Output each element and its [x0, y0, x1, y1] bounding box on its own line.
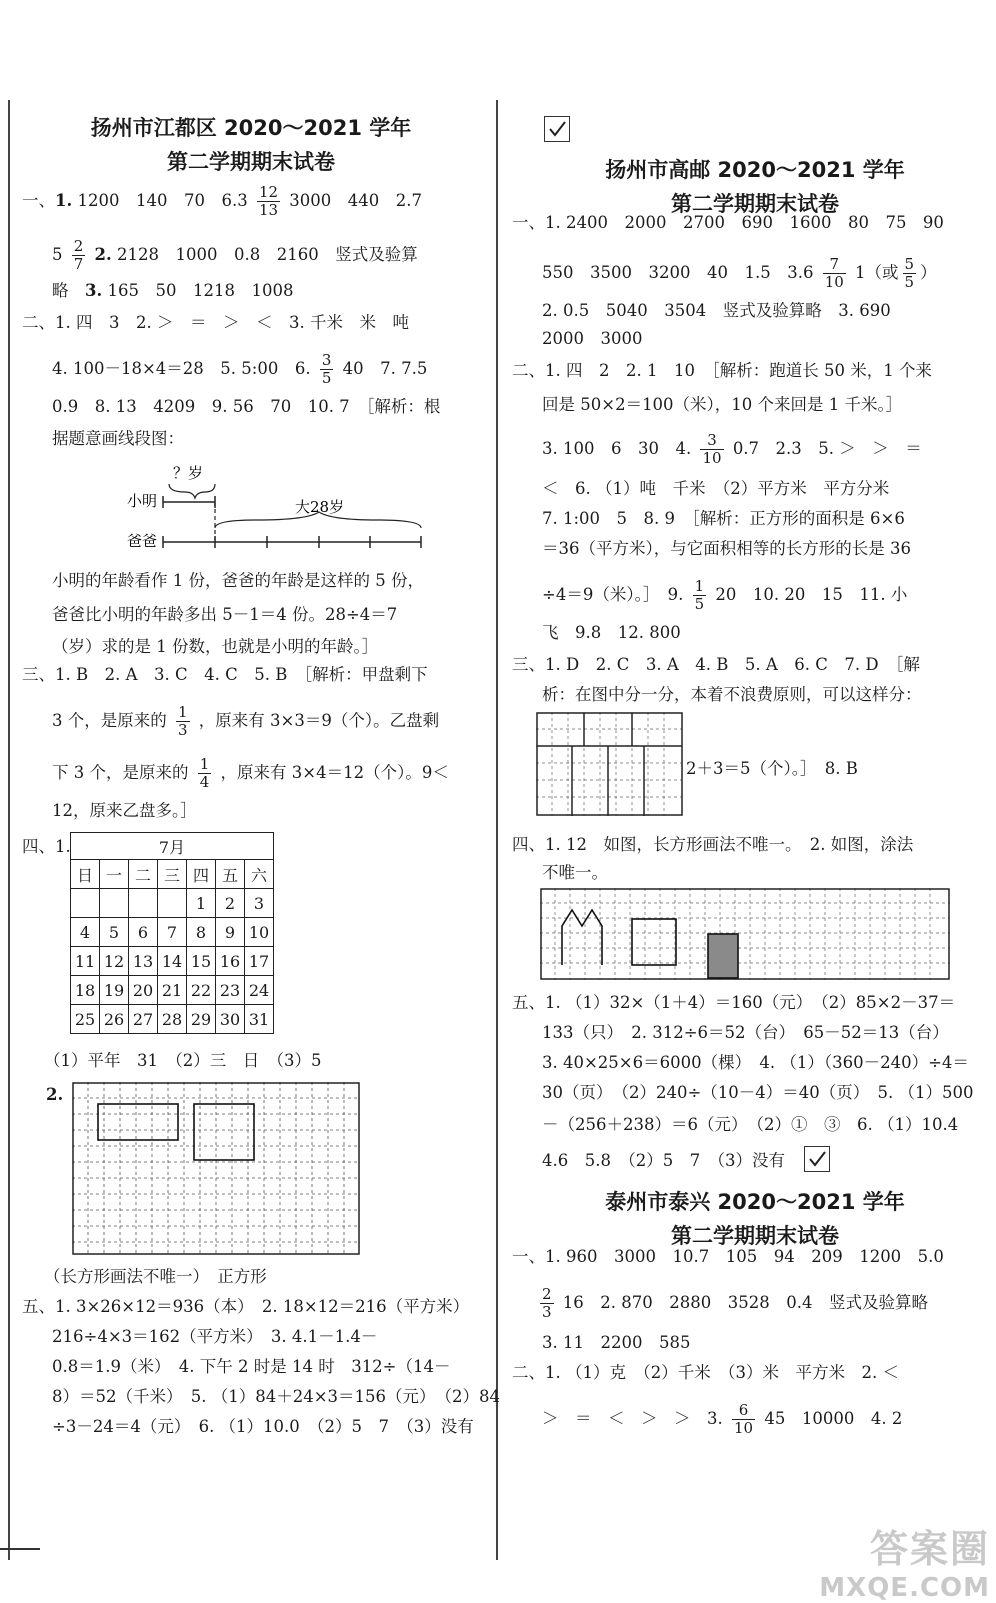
- right-s5-line4: 30（页） （2）240÷（10－4）＝40（页） 5. （1）500: [542, 1083, 974, 1102]
- right-s2-line5: 7. 1:00 5 8. 9 ［解析：正方形的面积是 6×6: [542, 509, 905, 528]
- right-t2-s1-line1: 一、1. 960 3000 10.7 105 94 209 1200 5.0: [512, 1247, 944, 1266]
- right-s5-line6: 4.6 5.8 （2）5 7 （3）没有: [542, 1151, 785, 1170]
- left-s3-line3: 下 3 个，是原来的 $\frac{1}{4}$ ，原来有 3×4＝12（个）。9＜: [52, 755, 449, 791]
- calendar-cell: 16: [216, 947, 245, 976]
- fraction: $\frac{1}{4}$: [199, 755, 210, 791]
- calendar-cell: 10: [245, 918, 274, 947]
- fraction: $\frac{1}{3}$: [178, 703, 188, 739]
- fraction: $\frac{2}{3}$: [542, 1285, 552, 1321]
- calendar-cell: 31: [245, 1005, 274, 1034]
- fraction: $\frac{6}{10}$: [734, 1401, 754, 1437]
- right-s2-line4: ＜ 6. （1）吨 千米 （2）平方米 平方分米: [542, 479, 890, 498]
- column-divider: [496, 100, 498, 1560]
- calendar-cell: 21: [158, 976, 187, 1005]
- left-s4-label: 四、1.: [22, 837, 71, 856]
- right-title-2: 第二学期期末试卷: [671, 192, 839, 216]
- left-s2-line3: 0.9 8. 13 4209 9. 56 70 10. 7 ［解析：根: [52, 397, 441, 416]
- left-s5-line2: 216÷4×3＝162（平方米） 3. 4.1－1.4－: [52, 1327, 378, 1346]
- fraction: $\frac{1}{5}$: [694, 577, 705, 613]
- right-s5-line1: 五、1. （1）32×（1＋4）＝160（元） （2）85×2－37＝: [512, 993, 956, 1012]
- calendar-cell: [129, 889, 158, 918]
- right-t2-s2-line1: 二、1. （1）克 （2）千米 （3）米 平方米 2. ＜: [512, 1363, 899, 1382]
- calendar-day-header: 日: [71, 860, 100, 889]
- calendar-cell: 29: [187, 1005, 216, 1034]
- left-s2-line4: 据题意画线段图：: [52, 429, 184, 448]
- drawn-rectangle: [98, 1104, 178, 1140]
- calendar-cell: 27: [129, 1005, 158, 1034]
- calendar-cell: 26: [100, 1005, 129, 1034]
- left-s3-line1: 三、1. B 2. A 3. C 4. C 5. B ［解析：甲盘剩下: [22, 665, 428, 684]
- diagram-label-baba: 爸爸: [127, 532, 158, 550]
- fraction: $\frac{7}{10}$: [824, 255, 844, 291]
- checkbox-checked-icon: [544, 116, 570, 142]
- left-margin-rule: [8, 100, 10, 1560]
- right-s2-line6: ＝36（平方米），与它面积相等的长方形的长是 36: [542, 539, 911, 558]
- right-title-3: 泰州市泰兴 2020～2021 学年: [605, 1190, 905, 1214]
- calendar-cell: 12: [100, 947, 129, 976]
- left-s2-line1: 二、1. 四 3 2. ＞ ＝ ＞ ＜ 3. 千米 米 吨: [22, 313, 409, 332]
- calendar-cell: 25: [71, 1005, 100, 1034]
- right-s2-line7: ÷4＝9（米）。］ 9. $\frac{1}{5}$ 20 10. 20 15 11. 小: [542, 577, 908, 613]
- grid-figure-left: [72, 1082, 362, 1257]
- left-s2-line2: 4. 100－18×4＝28 5. 5:00 6. $\frac{3}{5}$ 40 7. 7.5: [52, 351, 428, 387]
- calendar-cell: 8: [187, 918, 216, 947]
- calendar-cell: 23: [216, 976, 245, 1005]
- bottom-left-mark: [0, 1548, 40, 1550]
- left-s1-line2: 5 $\frac{2}{7}$ 2. 2128 1000 0.8 2160 竖式及验算: [52, 237, 418, 273]
- right-t2-s1-line2: $\frac{2}{3}$ 16 2. 870 2880 3528 0.4 竖式及验算略: [542, 1285, 928, 1321]
- calendar-cell: 28: [158, 1005, 187, 1034]
- grid-lines: [72, 1082, 360, 1254]
- calendar-cell: 2: [216, 889, 245, 918]
- calendar-cell: 7: [158, 918, 187, 947]
- fraction: $\frac{2}{7}$: [73, 237, 84, 273]
- calendar-cell: 14: [158, 947, 187, 976]
- right-s2-line8: 飞 9.8 12. 800: [542, 623, 681, 642]
- right-t2-s1-line3: 3. 11 2200 585: [542, 1333, 691, 1352]
- left-s5-line5: ÷3－24＝4（元） 6. （1）10.0 （2）5 7 （3）没有: [52, 1417, 474, 1436]
- left-s2-line5: 小明的年龄看作 1 份，爸爸的年龄是这样的 5 份，: [52, 571, 424, 590]
- left-title-1: 扬州市江都区 2020～2021 学年: [90, 116, 412, 140]
- right-s2-line1: 二、1. 四 2 2. 1 10 ［解析：跑道长 50 米，1 个来: [512, 361, 932, 380]
- fraction: $\frac{3}{5}$: [321, 351, 332, 387]
- calendar-cell: [100, 889, 129, 918]
- calendar-cell: 15: [187, 947, 216, 976]
- right-s1-line3: 2. 0.5 5040 3504 竖式及验算略 3. 690: [542, 301, 891, 320]
- calendar-cell: 17: [245, 947, 274, 976]
- calendar-cell: 6: [129, 918, 158, 947]
- left-s3-line4: 12，原来乙盘多。］: [52, 801, 197, 820]
- watermark: [819, 1518, 990, 1603]
- grid-figure-right: [540, 888, 952, 982]
- calendar-cell: 13: [129, 947, 158, 976]
- division-grid-figure: [536, 712, 686, 818]
- calendar-cell: 1: [187, 889, 216, 918]
- right-s4-line1: 四、1. 12 如图，长方形画法不唯一。 2. 如图，涂法: [512, 835, 914, 854]
- right-s1-line1: 一、1. 2400 2000 2700 690 1600 80 75 90: [512, 213, 944, 232]
- right-s5-line5: －（256＋238）＝6（元） （2）① ③ 6. （1）10.4: [542, 1115, 959, 1134]
- calendar-day-header: 三: [158, 860, 187, 889]
- left-s5-line3: 0.8＝1.9（米） 4. 下午 2 时是 14 时 312÷（14－: [52, 1357, 451, 1376]
- segment-diagram: [107, 462, 447, 558]
- left-s3-line2: 3 个，是原来的 $\frac{1}{3}$ ，原来有 3×3＝9（个）。乙盘剩: [52, 703, 440, 739]
- calendar-cell: [158, 889, 187, 918]
- calendar-table: [70, 832, 274, 1034]
- fraction: $\frac{5}{5}$: [904, 255, 915, 291]
- calendar-cell: 18: [71, 976, 100, 1005]
- calendar-cell: 4: [71, 918, 100, 947]
- shaded-square: [708, 934, 738, 978]
- calendar-cell: 24: [245, 976, 274, 1005]
- calendar-cell: 30: [216, 1005, 245, 1034]
- fraction: $\frac{3}{10}$: [702, 431, 722, 467]
- calendar-cell: 19: [100, 976, 129, 1005]
- calendar-cell: [71, 889, 100, 918]
- calendar-cell: 3: [245, 889, 274, 918]
- watermark-logo-text: 答案圈: [869, 1527, 990, 1571]
- drawn-rectangle: [632, 919, 676, 965]
- right-s3-line2: 析：在图中分一分，本着不浪费原则，可以这样分：: [542, 685, 922, 704]
- diagram-big-label: 大28岁: [295, 498, 345, 516]
- right-s2-line2: 回是 50×2＝100（米），10 个来回是 1 千米。］: [542, 395, 903, 414]
- right-s1-line4: 2000 3000: [542, 329, 643, 348]
- calendar-cell: 5: [100, 918, 129, 947]
- right-t2-s2-line2: ＞ ＝ ＜ ＞ ＞ 3. $\frac{6}{10}$ 45 10000 4. 2: [542, 1401, 903, 1437]
- calendar-day-header: 五: [216, 860, 245, 889]
- left-s4-2-label: 2.: [46, 1085, 64, 1104]
- right-title-1: 扬州市高邮 2020～2021 学年: [605, 158, 905, 182]
- calendar-cell: 20: [129, 976, 158, 1005]
- right-s2-line3: 3. 100 6 30 4. $\frac{3}{10}$ 0.7 2.3 5. ＞ ＞ ＝: [542, 431, 922, 467]
- left-s5-line4: 8）＝52（千米） 5. （1）84＋24×3＝156（元） （2）84: [52, 1387, 501, 1406]
- left-s1-line3: 略 3. 165 50 1218 1008: [52, 281, 294, 300]
- right-title-4: 第二学期期末试卷: [671, 1224, 839, 1248]
- left-s2-line7: （岁）求的是 1 份数，也就是小明的年龄。］: [52, 637, 379, 656]
- left-s5-line1: 五、1. 3×26×12＝936（本） 2. 18×12＝216（平方米）: [22, 1297, 470, 1316]
- calendar-cell: 9: [216, 918, 245, 947]
- right-s3-line1: 三、1. D 2. C 3. A 4. B 5. A 6. C 7. D ［解: [512, 655, 920, 674]
- left-s2-line6: 爸爸比小明的年龄多出 5－1＝4 份。28÷4＝7: [52, 605, 398, 624]
- drawn-square: [194, 1104, 254, 1160]
- left-title-2: 第二学期期末试卷: [167, 150, 335, 174]
- calendar-day-header: 六: [245, 860, 274, 889]
- watermark-url: MXQE.COM: [819, 1573, 990, 1603]
- left-s1-line1: 一、1. 1200 140 70 6.3 $\frac{12}{13}$ 3000 440 2.7: [22, 183, 423, 219]
- checkbox-checked-icon: [804, 1146, 830, 1172]
- calendar-month: 7月: [71, 833, 274, 860]
- calendar-day-header: 一: [100, 860, 129, 889]
- calendar-cell: 22: [187, 976, 216, 1005]
- diagram-label-xiaoming: 小明: [127, 492, 158, 510]
- right-s3-line3: 2＋3＝5（个）。］ 8. B: [686, 759, 858, 778]
- right-s5-line3: 3. 40×25×6＝6000（棵） 4. （1）（360－240）÷4＝: [542, 1053, 969, 1072]
- calendar-cell: 11: [71, 947, 100, 976]
- diagram-question: ？岁: [173, 464, 204, 482]
- right-s5-line2: 133（只） 2. 312÷6＝52（台） 65－52＝13（台）: [542, 1023, 949, 1042]
- fraction: $\frac{12}{13}$: [258, 183, 279, 219]
- right-s1-line2: 550 3500 3200 40 1.5 3.6 $\frac{7}{10}$ 1（或 $\frac{5}{5}$ ）: [542, 255, 937, 291]
- calendar-day-header: 二: [129, 860, 158, 889]
- left-s4-answer: （1）平年 31 （2）三 日 （3）5: [44, 1051, 322, 1070]
- right-s4-line2: 不唯一。: [542, 863, 608, 882]
- left-s4-note: （长方形画法不唯一） 正方形: [44, 1267, 267, 1286]
- calendar-day-header: 四: [187, 860, 216, 889]
